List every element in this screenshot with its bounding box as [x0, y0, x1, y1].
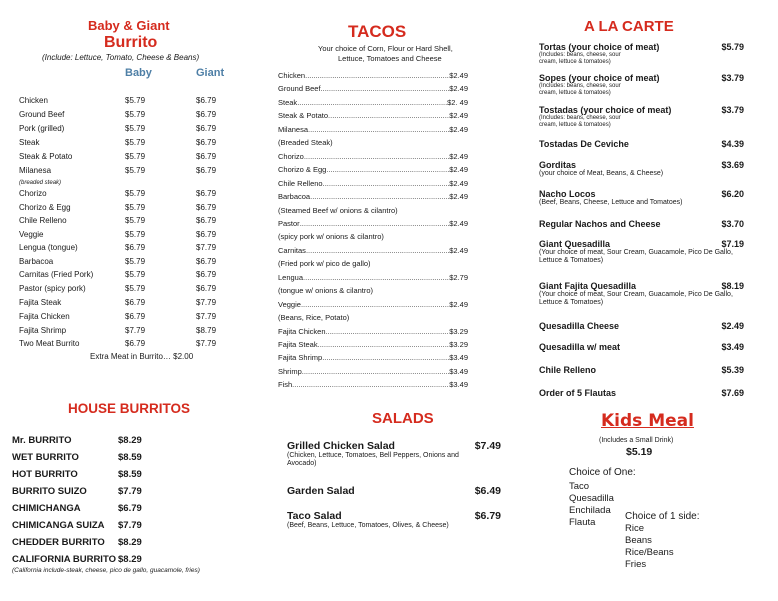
- a-la-carte-name: Quesadilla w/ meat: [539, 342, 621, 352]
- baby-price: $5.79: [125, 230, 146, 239]
- giant-price: $6.79: [196, 189, 217, 198]
- a-la-carte-row: [539, 239, 744, 265]
- a-la-carte-name: Order of 5 Flautas: [539, 388, 617, 398]
- burrito-name: Pastor (spicy pork): [19, 284, 86, 293]
- col-giant-header: Giant: [196, 67, 225, 79]
- choice-one-item: Enchilada: [569, 505, 611, 516]
- house-burrito-name: CALIFORNIA BURRITO: [12, 554, 116, 565]
- taco-price: $2.49: [449, 84, 468, 94]
- taco-leader-dots: [300, 219, 450, 228]
- choice-one-item: Flauta: [569, 517, 596, 528]
- a-la-carte-name: Regular Nachos and Cheese: [539, 219, 661, 229]
- burrito-row: [19, 138, 217, 147]
- taco-name: (Beans, Rice, Potato): [278, 313, 350, 323]
- taco-note: [278, 232, 468, 241]
- giant-price: $6.79: [196, 152, 217, 161]
- a-la-carte-price: $5.79: [721, 42, 744, 52]
- taco-row: [278, 111, 468, 120]
- burrito-name: (breaded steak): [19, 180, 62, 186]
- taco-note: [278, 286, 468, 295]
- a-la-carte-name: Tortas (your choice of meat): [539, 42, 660, 52]
- taco-name: (Fried pork w/ pico de gallo): [278, 259, 371, 269]
- choice-one-item: Taco: [569, 481, 590, 492]
- burrito-row: [19, 243, 217, 252]
- taco-row: [278, 219, 468, 228]
- house-burrito-name: CHIMICHANGA: [12, 503, 81, 514]
- house-burrito-price: $7.79: [118, 520, 142, 531]
- house-burrito-price: $8.59: [118, 469, 142, 480]
- burrito-row: [19, 110, 217, 119]
- a-la-carte-price: $3.79: [721, 73, 744, 83]
- taco-note: [278, 206, 468, 215]
- choice-one-label: Choice of One:: [569, 467, 636, 478]
- taco-row: [278, 165, 468, 174]
- salads-title: SALADS: [372, 410, 434, 427]
- a-la-carte-row: [539, 342, 744, 352]
- a-la-carte-price: $7.69: [721, 388, 744, 398]
- a-la-carte-desc: (Beef, Beans, Cheese, Lettuce and Tomatoes): [539, 199, 683, 206]
- salad-name: Garden Salad: [287, 485, 355, 497]
- taco-note: [278, 138, 468, 147]
- burrito-row: [19, 298, 217, 307]
- taco-price: $3.49: [449, 353, 468, 363]
- salad-row: [287, 485, 501, 497]
- a-la-carte-row: [539, 189, 744, 207]
- giant-price: $6.79: [196, 203, 217, 212]
- tacos-subtitle-line1: Your choice of Corn, Flour or Hard Shell,: [318, 44, 453, 53]
- a-la-carte-row: [539, 281, 744, 307]
- a-la-carte-desc: (Your choice of meat, Sour Cream, Guacamole, Pico De Gallo, Lettuce & Tomatoes): [539, 291, 733, 306]
- taco-row: [278, 353, 468, 362]
- baby-price: $6.79: [125, 243, 146, 252]
- burrito-subtitle: (Include: Lettuce, Tomato, Cheese & Beans): [42, 53, 200, 62]
- a-la-carte-row: [539, 219, 744, 229]
- house-burrito-price: $7.79: [118, 486, 142, 497]
- side-label: Choice of 1 side:: [625, 511, 700, 522]
- burrito-name: Carnitas (Fried Pork): [19, 270, 94, 279]
- taco-price: $2. 49: [447, 97, 468, 107]
- burrito-row: [19, 177, 61, 186]
- house-burrito-price: $8.29: [118, 554, 142, 565]
- burrito-row: [19, 152, 217, 161]
- burrito-name: Pork (grilled): [19, 124, 65, 133]
- taco-leader-dots: [321, 84, 450, 93]
- taco-leader-dots: [328, 111, 449, 120]
- baby-price: $5.79: [125, 166, 146, 175]
- burrito-row: [19, 339, 217, 348]
- taco-leader-dots: [306, 246, 449, 255]
- kids-meal-price: $5.19: [626, 446, 653, 458]
- burrito-name: Ground Beef: [19, 110, 65, 119]
- burrito-name: Fajita Shrimp: [19, 326, 67, 335]
- taco-name: Chorizo: [278, 151, 304, 161]
- baby-price: $5.79: [125, 96, 146, 105]
- giant-price: $6.79: [196, 110, 217, 119]
- california-note: (California include-steak, cheese, pico de gallo, guacamole, fries): [12, 567, 200, 574]
- baby-price: $5.79: [125, 110, 146, 119]
- taco-row: [278, 98, 468, 107]
- baby-price: $5.79: [125, 257, 146, 266]
- a-la-carte-desc: (Includes: beans, cheese, sour cream, lettuce & tomatoes): [539, 115, 621, 128]
- burrito-row: [19, 189, 217, 198]
- baby-price: $7.79: [125, 326, 146, 335]
- a-la-carte-price: $3.70: [721, 219, 744, 229]
- burrito-name: Chicken: [19, 96, 48, 105]
- taco-leader-dots: [301, 300, 449, 309]
- taco-price: $2.49: [449, 245, 468, 255]
- taco-name: Milanesa: [278, 124, 309, 134]
- taco-row: [278, 273, 468, 282]
- a-la-carte-row: [539, 73, 744, 97]
- taco-row: [278, 192, 468, 201]
- a-la-carte-desc: (Includes: beans, cheese, sour cream, lettuce & tomatoes): [539, 52, 621, 65]
- baby-price: $5.79: [125, 270, 146, 279]
- salad-desc: (Beef, Beans, Lettuce, Tomatoes, Olives, & Cheese): [287, 522, 449, 529]
- burrito-row: [19, 326, 217, 335]
- taco-name: Pastor: [278, 218, 300, 228]
- burrito-row: [19, 124, 217, 133]
- house-burrito-name: WET BURRITO: [12, 452, 79, 463]
- a-la-carte-price: $8.19: [721, 281, 744, 291]
- burrito-name: Fajita Steak: [19, 298, 62, 307]
- taco-price: $2.49: [449, 218, 468, 228]
- burrito-row: [19, 216, 217, 225]
- burrito-name: Lengua (tongue): [19, 243, 78, 252]
- a-la-carte-name: Tostadas (your choice of meat): [539, 105, 672, 115]
- a-la-carte-name: Gorditas: [539, 160, 577, 170]
- choice-one-item: Quesadilla: [569, 493, 614, 504]
- giant-price: $6.79: [196, 96, 217, 105]
- taco-leader-dots: [302, 367, 449, 376]
- a-la-carte-price: $7.19: [721, 239, 744, 249]
- house-burrito-row: [12, 537, 142, 548]
- a-la-carte-row: [539, 105, 744, 129]
- a-la-carte-row: [539, 388, 744, 398]
- giant-price: $7.79: [196, 312, 217, 321]
- kids-meal-title: Kids Meal: [601, 411, 694, 431]
- tacos-title: TACOS: [348, 22, 407, 41]
- taco-leader-dots: [310, 192, 449, 201]
- a-la-carte-price: $2.49: [721, 321, 744, 331]
- burrito-name: Milanesa: [19, 166, 52, 175]
- taco-name: Steak & Potato: [278, 111, 329, 121]
- giant-price: $8.79: [196, 326, 217, 335]
- house-burrito-name: BURRITO SUIZO: [12, 486, 87, 497]
- house-burrito-name: Mr. BURRITO: [12, 435, 72, 446]
- a-la-carte-row: [539, 42, 744, 66]
- taco-name: Lengua: [278, 272, 304, 282]
- baby-price: $5.79: [125, 189, 146, 198]
- burrito-name: Barbacoa: [19, 257, 54, 266]
- taco-leader-dots: [322, 353, 449, 362]
- taco-leader-dots: [323, 179, 450, 188]
- taco-name: (tongue w/ onions & cilantro): [278, 286, 374, 296]
- burrito-name: Steak: [19, 138, 40, 147]
- a-la-carte-row: [539, 160, 744, 178]
- col-baby-header: Baby: [125, 67, 152, 79]
- house-burrito-name: CHEDDER BURRITO: [12, 537, 105, 548]
- taco-name: Fajita Chicken: [278, 326, 326, 336]
- taco-row: [278, 246, 468, 255]
- a-la-carte-price: $3.69: [721, 160, 744, 170]
- giant-price: $7.79: [196, 243, 217, 252]
- taco-leader-dots: [297, 98, 447, 107]
- giant-price: $6.79: [196, 230, 217, 239]
- house-burrito-row: [12, 435, 142, 446]
- taco-name: Chile Relleno: [278, 178, 323, 188]
- taco-name: Shrimp: [278, 366, 302, 376]
- house-burrito-price: $8.59: [118, 452, 142, 463]
- taco-price: $3.29: [449, 326, 468, 336]
- a-la-carte-name: Tostadas De Ceviche: [539, 139, 629, 149]
- salad-price: $6.49: [474, 485, 501, 497]
- extra-meat-note: Extra Meat in Burrito… $2.00: [90, 352, 194, 361]
- a-la-carte-desc: (Includes: beans, cheese, sour cream, lettuce & tomatoes): [539, 83, 621, 96]
- house-burritos-title: HOUSE BURRITOS: [68, 401, 191, 416]
- taco-name: Chorizo & Egg: [278, 165, 327, 175]
- taco-row: [278, 300, 468, 309]
- taco-price: $3.49: [449, 366, 468, 376]
- giant-price: $6.79: [196, 284, 217, 293]
- giant-price: $6.79: [196, 257, 217, 266]
- baby-price: $5.79: [125, 284, 146, 293]
- taco-price: $3.29: [449, 340, 468, 349]
- taco-leader-dots: [305, 71, 449, 80]
- baby-price: $6.79: [125, 298, 146, 307]
- house-burrito-price: $6.79: [118, 503, 142, 514]
- taco-leader-dots: [304, 152, 449, 161]
- giant-price: $6.79: [196, 124, 217, 133]
- taco-row: [278, 125, 468, 134]
- burrito-row: [19, 312, 217, 321]
- burrito-title-line1: Baby & Giant: [88, 18, 170, 33]
- burrito-row: [19, 96, 217, 105]
- taco-price: $2.49: [449, 178, 468, 188]
- taco-price: $2.49: [449, 71, 468, 80]
- taco-name: Steak: [278, 97, 298, 107]
- giant-price: $6.79: [196, 166, 217, 175]
- burrito-row: [19, 166, 217, 175]
- baby-price: $5.79: [125, 216, 146, 225]
- a-la-carte-desc: (your choice of Meat, Beans, & Cheese): [539, 170, 664, 177]
- a-la-carte-price: $5.39: [721, 365, 744, 375]
- baby-price: $5.79: [125, 152, 146, 161]
- house-burrito-price: $8.29: [118, 435, 142, 446]
- taco-row: [278, 71, 468, 80]
- side-item: Rice/Beans: [625, 547, 674, 558]
- burrito-name: Two Meat Burrito: [19, 339, 80, 348]
- burrito-name: Chorizo: [19, 189, 47, 198]
- a-la-carte-name: Giant Fajita Quesadilla: [539, 281, 637, 291]
- burrito-row: [19, 230, 217, 239]
- house-burrito-row: [12, 503, 142, 514]
- taco-name: Fish: [278, 380, 293, 390]
- house-burrito-row: [12, 486, 142, 497]
- taco-name: Fajita Steak: [278, 340, 318, 349]
- taco-name: (Steamed Beef w/ onions & cilantro): [278, 205, 398, 215]
- giant-price: $6.79: [196, 138, 217, 147]
- taco-leader-dots: [308, 125, 449, 134]
- a-la-carte-name: Giant Quesadilla: [539, 239, 611, 249]
- a-la-carte-desc: (Your choice of meat, Sour Cream, Guacamole, Pico De Gallo, Lettuce & Tomatoes): [539, 249, 733, 264]
- a-la-carte-name: Sopes (your choice of meat): [539, 73, 660, 83]
- baby-price: $5.79: [125, 203, 146, 212]
- taco-row: [278, 380, 468, 389]
- a-la-carte-price: $3.49: [721, 342, 744, 352]
- taco-leader-dots: [318, 340, 450, 349]
- salad-price: $6.79: [474, 510, 501, 522]
- salad-desc: (Chicken, Lettuce, Tomatoes, Bell Peppers, Onions and Avocado): [287, 452, 459, 467]
- baby-price: $6.79: [125, 339, 146, 348]
- burrito-name: Chile Relleno: [19, 216, 67, 225]
- burrito-name: Chorizo & Egg: [19, 203, 71, 212]
- taco-name: Chicken: [278, 71, 306, 80]
- house-burrito-name: HOT BURRITO: [12, 469, 78, 480]
- a-la-carte-row: [539, 139, 744, 149]
- a-la-carte-row: [539, 365, 744, 375]
- taco-leader-dots: [326, 165, 449, 174]
- baby-price: $5.79: [125, 124, 146, 133]
- house-burrito-row: [12, 520, 142, 531]
- taco-name: Fajita Shrimp: [278, 353, 323, 363]
- taco-row: [278, 84, 468, 93]
- burrito-name: Veggie: [19, 230, 44, 239]
- salad-row: [287, 440, 501, 468]
- burrito-row: [19, 203, 217, 212]
- burrito-row: [19, 257, 217, 266]
- house-burrito-row: [12, 452, 142, 463]
- taco-price: $2.49: [449, 151, 468, 161]
- burrito-title-line2: Burrito: [104, 34, 158, 51]
- taco-name: Barbacoa: [278, 192, 311, 202]
- a-la-carte-name: Chile Relleno: [539, 365, 597, 375]
- taco-note: [278, 259, 468, 268]
- giant-price: $6.79: [196, 270, 217, 279]
- taco-row: [278, 152, 468, 161]
- house-burrito-row: [12, 469, 142, 480]
- taco-price: $2.79: [449, 272, 468, 282]
- side-item: Rice: [625, 523, 645, 534]
- taco-price: $2.49: [449, 299, 468, 309]
- salad-price: $7.49: [474, 440, 501, 452]
- taco-price: $3.49: [449, 380, 468, 390]
- taco-row: [278, 340, 468, 349]
- a-la-carte-name: Quesadilla Cheese: [539, 321, 620, 331]
- taco-price: $2.49: [449, 111, 468, 121]
- house-burrito-name: CHIMICANGA SUIZA: [12, 520, 105, 531]
- giant-price: $7.79: [196, 298, 217, 307]
- baby-price: $6.79: [125, 312, 146, 321]
- taco-price: $2.49: [449, 165, 468, 175]
- giant-price: $6.79: [196, 216, 217, 225]
- house-burrito-price: $8.29: [118, 537, 142, 548]
- taco-leader-dots: [303, 273, 449, 282]
- salad-row: [287, 510, 501, 530]
- kids-meal-note: (Includes a Small Drink): [599, 437, 674, 444]
- taco-name: (Breaded Steak): [278, 138, 333, 148]
- house-burrito-row: [12, 554, 142, 565]
- burrito-name: Steak & Potato: [19, 152, 73, 161]
- a-la-carte-row: [539, 321, 744, 331]
- taco-price: $2.49: [449, 192, 468, 202]
- tacos-subtitle-line2: Lettuce, Tomatoes and Cheese: [338, 54, 442, 63]
- a-la-carte-price: $3.79: [721, 105, 744, 115]
- taco-name: Carnitas: [278, 245, 306, 255]
- burrito-row: [19, 284, 217, 293]
- salad-name: Grilled Chicken Salad: [287, 440, 395, 452]
- taco-price: $2.49: [449, 124, 468, 134]
- taco-note: [278, 313, 468, 322]
- taco-row: [278, 179, 468, 188]
- taco-name: Ground Beef: [278, 84, 321, 94]
- a-la-carte-price: $6.20: [721, 189, 744, 199]
- taco-leader-dots: [292, 380, 449, 389]
- a-la-carte-price: $4.39: [721, 139, 744, 149]
- burrito-row: [19, 270, 217, 279]
- side-item: Fries: [625, 559, 647, 570]
- a-la-carte-name: Nacho Locos: [539, 189, 596, 199]
- taco-name: Veggie: [278, 299, 301, 309]
- baby-price: $5.79: [125, 138, 146, 147]
- taco-leader-dots: [326, 327, 450, 336]
- a-la-carte-title: A LA CARTE: [584, 18, 674, 35]
- burrito-name: Fajita Chicken: [19, 312, 70, 321]
- salad-name: Taco Salad: [287, 510, 342, 522]
- taco-name: (spicy pork w/ onions & cilantro): [278, 232, 384, 242]
- side-item: Beans: [625, 535, 652, 546]
- taco-row: [278, 367, 468, 376]
- giant-price: $7.79: [196, 339, 217, 348]
- taco-row: [278, 327, 468, 336]
